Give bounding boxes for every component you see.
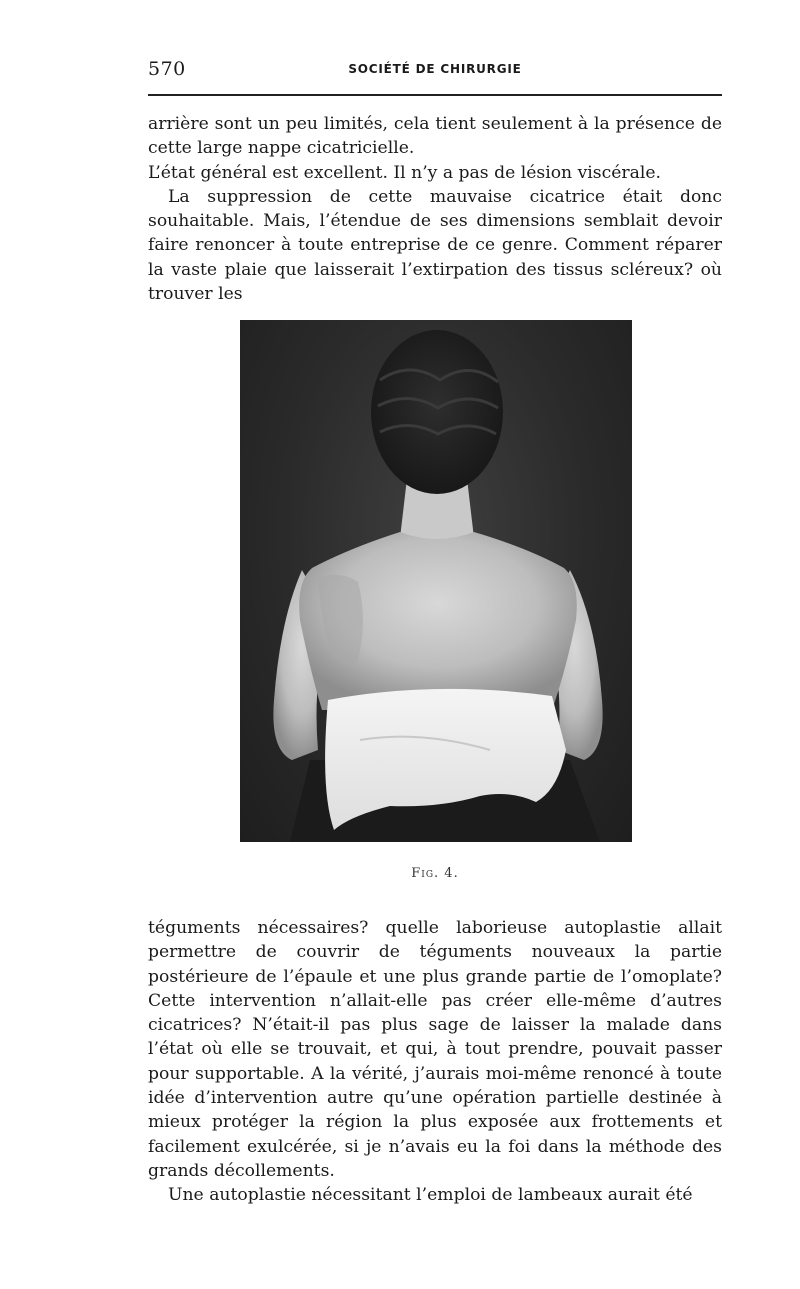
patient-back-photo bbox=[240, 320, 632, 842]
figure-photograph bbox=[240, 320, 632, 842]
body-text-bottom bbox=[148, 916, 722, 1208]
paragraph: téguments nécessaires? quelle laborieuse autoplastie allait permettre de couvrir de téguments nouveaux la partie postérieure de l’épaule et une plus grande partie de l’omoplate? Cette intervention n’allait-elle pas créer elle-même d’autres cicatrices? N’était-il pas plus sage de laisser la malade dans l’état où elle se trouvait, et qui, à tout prendre, pouvait passer pour supportable. A la vérité, j’aurais moi-même renoncé à toute idée d’intervention autre qu’une opération partielle destinée à mieux protéger la région la plus exposée aux frottements et facilement exulcérée, si je n’avais eu la foi dans la méthode des grands décollements. bbox=[148, 918, 722, 1181]
header-rule bbox=[148, 94, 722, 96]
paragraph: L’état général est excellent. Il n’y a pas de lésion viscérale. bbox=[148, 162, 662, 183]
page-number: 570 bbox=[148, 58, 186, 80]
running-title: SOCIÉTÉ DE CHIRURGIE bbox=[348, 62, 522, 76]
paragraph: Une autoplastie nécessitant l’emploi de lambeaux aurait été bbox=[168, 1185, 693, 1206]
body-text-top bbox=[148, 112, 722, 306]
figure-caption: Fig. 4. bbox=[411, 866, 459, 881]
paragraph: arrière sont un peu limités, cela tient seulement à la présence de cette large nappe cicatricielle. bbox=[148, 114, 722, 159]
page-header bbox=[148, 58, 722, 84]
paragraph: La suppression de cette mauvaise cicatrice était donc souhaitable. Mais, l’étendue de ses dimensions semblait devoir faire renoncer à toute entreprise de ce genre. Comment réparer la vaste plaie que laisserait l’extirpation des tissus scléreux? où trouver les bbox=[148, 186, 722, 305]
